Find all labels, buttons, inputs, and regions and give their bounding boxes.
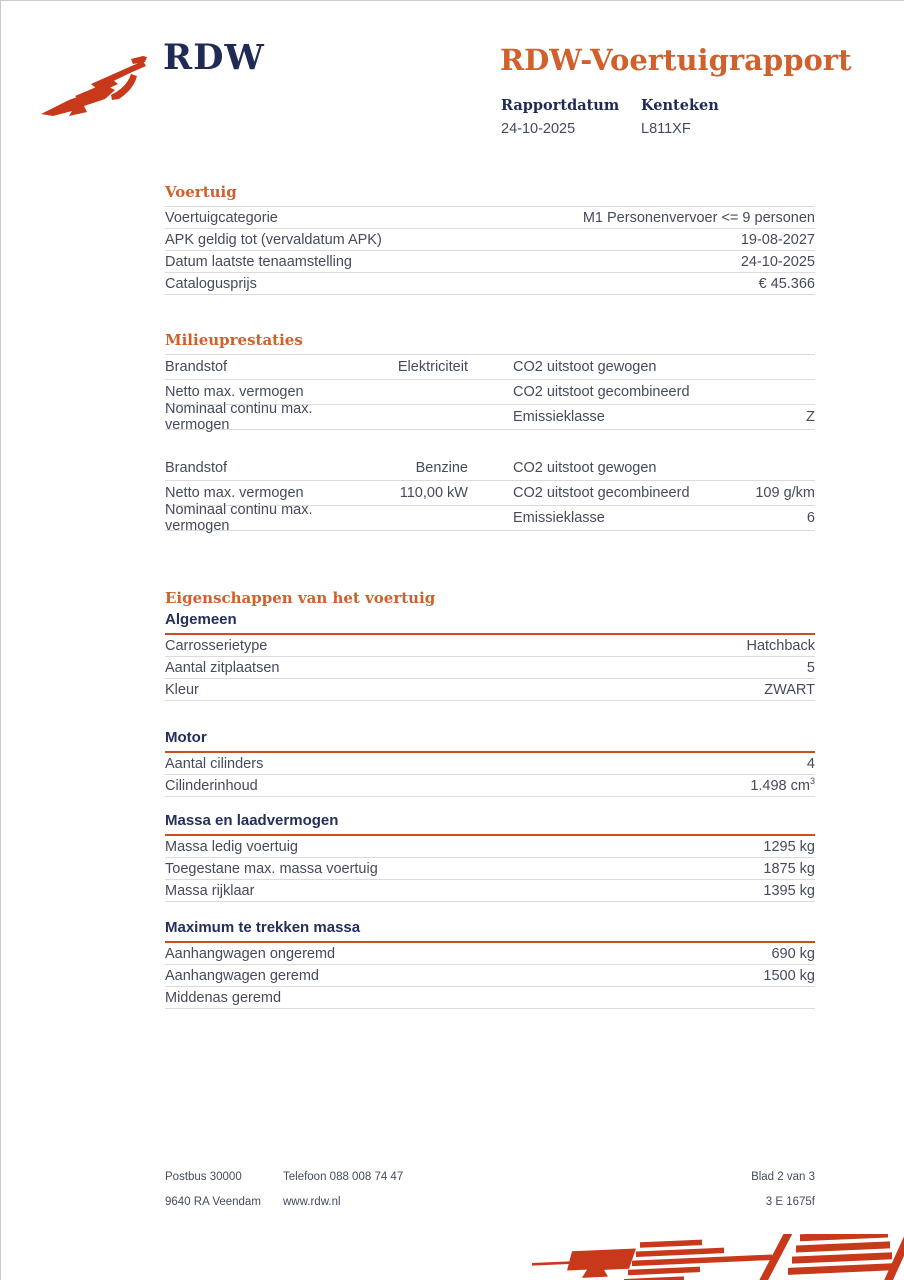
- row-label: Nominaal continu max. vermogen: [165, 401, 313, 433]
- subsection-heading-motor: Motor: [165, 729, 815, 753]
- row-value: 109 g/km: [755, 485, 815, 501]
- row-label: CO2 uitstoot gecombineerd: [513, 485, 690, 501]
- table-row: [165, 679, 815, 701]
- table-row: [165, 880, 815, 902]
- subsection-heading-trekken-massa: Maximum te trekken massa: [165, 919, 815, 943]
- row-label: APK geldig tot (vervaldatum APK): [165, 231, 382, 248]
- row-label: Catalogusprijs: [165, 275, 257, 292]
- table-row: [165, 943, 815, 965]
- page-indicator: Blad 2 van 3: [751, 1171, 815, 1183]
- section-heading-eigenschappen: Eigenschappen van het voertuig: [165, 589, 436, 607]
- row-label: Toegestane max. massa voertuig: [165, 860, 378, 877]
- row-value: 19-08-2027: [740, 231, 815, 248]
- section-eigenschappen: [165, 589, 815, 1009]
- trekken-massa-table: [165, 943, 815, 1009]
- table-row: [165, 775, 815, 797]
- row-label: Brandstof: [165, 460, 228, 476]
- rdw-logo-text: RDW: [163, 37, 265, 78]
- row-label: Massa ledig voertuig: [165, 838, 298, 855]
- table-row: [165, 657, 815, 679]
- superscript: 3: [809, 775, 815, 786]
- table-row: [165, 401, 815, 433]
- table-row: [165, 229, 815, 251]
- table-row: [165, 987, 815, 1009]
- report-date-block: [501, 97, 641, 137]
- row-label: Massa rijklaar: [165, 882, 255, 899]
- footer-form-code: 3 E 1675f: [765, 1196, 815, 1208]
- section-voertuig: [165, 183, 815, 295]
- section-heading-voertuig: Voertuig: [165, 183, 237, 201]
- table-row: [165, 456, 815, 481]
- subsection-trekken-massa: [165, 919, 815, 1009]
- section-milieuprestaties: [165, 331, 815, 534]
- row-value: 1875 kg: [763, 860, 815, 877]
- row-value: 1.498 $cm^3$: [750, 775, 815, 794]
- milieu-table-elektriciteit: [165, 354, 815, 433]
- row-label: Emissieklasse: [513, 510, 605, 526]
- row-label: CO2 uitstoot gewogen: [513, 359, 657, 375]
- row-label: Netto max. vermogen: [165, 485, 304, 501]
- row-value: ZWART: [764, 681, 815, 698]
- license-plate-block: [641, 97, 781, 137]
- footer-phone: Telefoon 088 008 74 47: [283, 1171, 404, 1183]
- row-label: Carrosserietype: [165, 637, 268, 654]
- row-value: 6: [806, 510, 815, 526]
- row-value: Benzine: [415, 460, 468, 476]
- massa-table: [165, 836, 815, 902]
- row-value: Elektriciteit: [397, 359, 468, 375]
- row-value: Hatchback: [746, 637, 815, 654]
- row-value: 4: [806, 755, 815, 772]
- row-label: Middenas geremd: [165, 989, 282, 1006]
- section-heading-milieuprestaties: Milieuprestaties: [165, 331, 303, 349]
- table-row: [165, 273, 815, 295]
- row-value: M1 Personenvervoer <= 9 personen: [582, 209, 815, 226]
- row-label: Netto max. vermogen: [165, 384, 304, 400]
- table-row: [165, 858, 815, 880]
- row-label: Nominaal continu max. vermogen: [165, 502, 313, 534]
- table-row: [165, 502, 815, 534]
- table-row: [165, 965, 815, 987]
- subsection-algemeen: [165, 611, 815, 701]
- report-date-label: Rapportdatum: [501, 97, 620, 114]
- row-value: 690 kg: [771, 945, 815, 962]
- row-label: Datum laatste tenaamstelling: [165, 253, 352, 270]
- row-value: € 45.366: [758, 275, 815, 292]
- row-label: Kleur: [165, 681, 199, 698]
- row-label: CO2 uitstoot gecombineerd: [513, 384, 690, 400]
- table-row: [165, 206, 815, 229]
- row-label: Aanhangwagen geremd: [165, 967, 319, 984]
- table-row: [165, 251, 815, 273]
- row-label: Emissieklasse: [513, 409, 605, 425]
- row-label: CO2 uitstoot gewogen: [513, 460, 657, 476]
- row-label: Cilinderinhoud: [165, 777, 258, 794]
- license-plate-label: Kenteken: [641, 97, 719, 114]
- report-date-value: 24-10-2025: [501, 121, 576, 137]
- row-label: Aanhangwagen ongeremd: [165, 945, 336, 962]
- subsection-motor: [165, 729, 815, 797]
- row-value: 5: [806, 659, 815, 676]
- table-row: [165, 354, 815, 380]
- row-value: 1295 kg: [763, 838, 815, 855]
- milieu-table-benzine: [165, 456, 815, 534]
- report-meta: [501, 97, 781, 137]
- row-label: Voertuigcategorie: [165, 209, 278, 226]
- motor-table: [165, 753, 815, 797]
- footer-website: www.rdw.nl: [283, 1196, 341, 1208]
- speed-stripes-graphic: [532, 1234, 904, 1280]
- row-value: 24-10-2025: [740, 253, 815, 270]
- subsection-heading-algemeen: Algemeen: [165, 611, 815, 635]
- footer-city: 9640 RA Veendam: [165, 1196, 261, 1208]
- table-row: [165, 635, 815, 657]
- voertuig-table: [165, 206, 815, 295]
- row-value: 110,00 kW: [399, 485, 468, 501]
- license-plate-value: L811XF: [641, 121, 691, 137]
- row-label: Aantal cilinders: [165, 755, 264, 772]
- table-row: [165, 836, 815, 858]
- row-value: 1395 kg: [763, 882, 815, 899]
- row-label: Brandstof: [165, 359, 228, 375]
- page-title: RDW-Voertuigrapport: [500, 43, 852, 77]
- row-value: 1500 kg: [763, 967, 815, 984]
- row-value: Z: [806, 409, 815, 425]
- rdw-wing-logo: [39, 55, 149, 119]
- algemeen-table: [165, 635, 815, 701]
- table-row: [165, 753, 815, 775]
- footer-postbus: Postbus 30000: [165, 1171, 242, 1183]
- subsection-massa-laadvermogen: [165, 812, 815, 902]
- subsection-heading-massa: Massa en laadvermogen: [165, 812, 815, 836]
- row-label: Aantal zitplaatsen: [165, 659, 280, 676]
